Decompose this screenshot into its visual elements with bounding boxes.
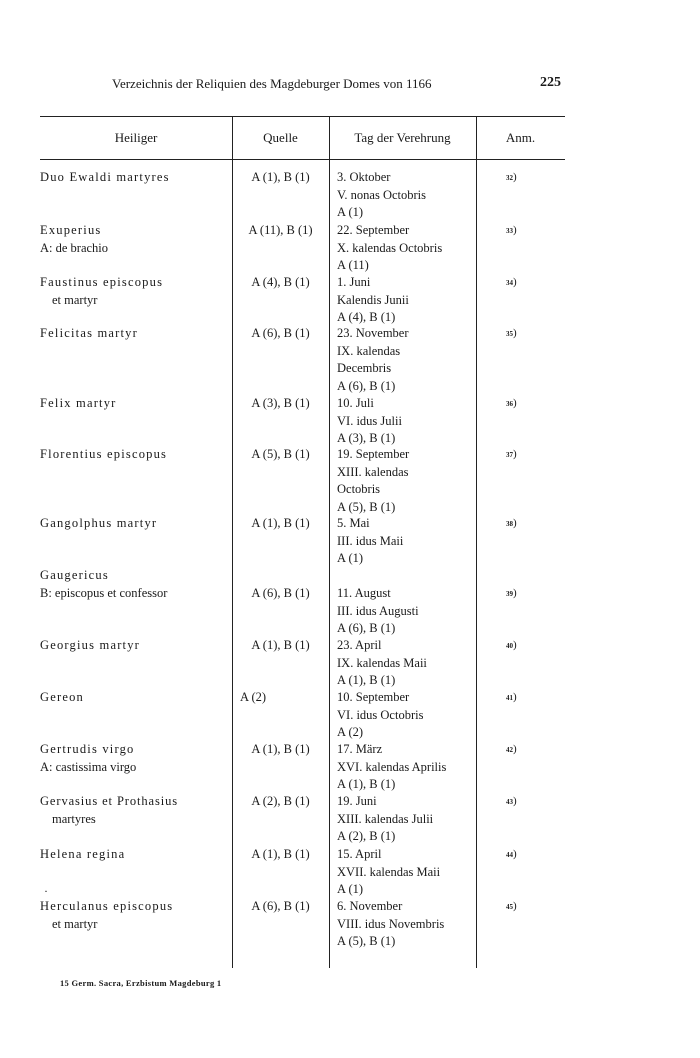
feast-day-cell	[337, 898, 477, 951]
feast-day-cell	[337, 637, 477, 690]
saint-cell	[40, 274, 232, 309]
date-line: A (6), B (1)	[337, 621, 396, 635]
saint-note: martyres	[52, 811, 96, 826]
footnote-ref: 44)	[506, 848, 517, 860]
saint-name: Gaugericus	[40, 568, 109, 582]
footnote-ref: 37)	[506, 448, 517, 460]
date-line: Decembris	[337, 361, 392, 375]
date-line: A (2), B (1)	[337, 829, 396, 843]
footnote-ref: 38)	[506, 517, 517, 529]
date-line: 10. Juli	[337, 396, 374, 410]
date-line: A (2)	[337, 725, 364, 739]
footnote-ref: 42)	[506, 743, 517, 755]
date-line: 23. April	[337, 638, 382, 652]
saint-cell	[40, 169, 232, 187]
column-divider	[232, 116, 233, 968]
feast-day-cell	[337, 741, 477, 794]
date-line: A (1)	[337, 551, 364, 565]
footnote-ref: 39)	[506, 587, 517, 599]
saint-name: Gereon	[40, 690, 84, 704]
date-line: VI. idus Julii	[337, 413, 402, 428]
source-cell: A (1), B (1)	[251, 170, 310, 184]
saint-cell	[40, 741, 232, 776]
saint-name: Felicitas martyr	[40, 326, 138, 340]
date-line: III. idus Augusti	[337, 603, 419, 618]
feast-day-cell	[337, 325, 477, 395]
signature-line: 15 Germ. Sacra, Erzbistum Magdeburg 1	[60, 978, 222, 988]
column-header-note: Anm.	[505, 130, 536, 145]
date-line: 22. September	[337, 223, 410, 237]
source-cell: A (4), B (1)	[251, 275, 310, 289]
feast-day-cell	[337, 274, 477, 327]
date-line: Kalendis Junii	[337, 292, 409, 307]
feast-day-cell	[337, 515, 477, 568]
feast-day-cell	[337, 793, 477, 846]
date-line: IX. kalendas	[337, 343, 401, 358]
saint-cell	[40, 898, 232, 933]
saint-note: B: episcopus et confessor	[40, 585, 168, 600]
footnote-ref: 32)	[506, 171, 517, 183]
source-cell: A (1), B (1)	[251, 847, 310, 861]
feast-day-cell	[337, 446, 477, 516]
footnote-ref: 43)	[506, 795, 517, 807]
saint-cell	[40, 325, 232, 343]
source-cell: A (3), B (1)	[251, 396, 310, 410]
date-line: X. kalendas Octobris	[337, 240, 443, 255]
saint-name: Georgius martyr	[40, 638, 141, 652]
footnote-ref: 36)	[506, 397, 517, 409]
date-line: VIII. idus Novembris	[337, 916, 445, 931]
running-head: Verzeichnis der Reliquien des Magdeburger Domes von 1166	[112, 76, 432, 91]
source-cell: A (1), B (1)	[251, 742, 310, 756]
relics-table	[40, 116, 565, 971]
date-line: A (1), B (1)	[337, 673, 396, 687]
saint-cell	[40, 567, 232, 602]
date-line: VI. idus Octobris	[337, 707, 424, 722]
saint-name: Florentius episcopus	[40, 447, 168, 461]
feast-day-cell	[337, 689, 477, 742]
date-line: A (4), B (1)	[337, 310, 396, 324]
date-line: 23. November	[337, 326, 409, 340]
saint-note: A: de brachio	[40, 240, 109, 255]
date-line: XVII. kalendas Maii	[337, 864, 441, 879]
saint-cell	[40, 395, 232, 413]
date-line: 5. Mai	[337, 516, 370, 530]
footnote-ref: 40)	[506, 639, 517, 651]
source-cell: A (1), B (1)	[251, 638, 310, 652]
saint-note: et martyr	[52, 916, 98, 931]
date-line: 17. März	[337, 742, 383, 756]
column-header-feast-day: Tag der Verehrung	[354, 130, 451, 145]
saint-cell	[40, 637, 232, 655]
footnote-ref: 45)	[506, 900, 517, 912]
source-cell: A (6), B (1)	[251, 326, 310, 340]
saint-name: Faustinus episcopus	[40, 275, 164, 289]
footnote-ref: 35)	[506, 327, 517, 339]
feast-day-cell	[337, 222, 477, 275]
date-line: XVI. kalendas Aprilis	[337, 759, 447, 774]
date-line: 15. April	[337, 847, 382, 861]
source-cell: A (11), B (1)	[248, 223, 313, 237]
date-line: A (5), B (1)	[337, 499, 396, 514]
saint-cell	[40, 793, 232, 828]
source-cell: A (5), B (1)	[251, 447, 310, 461]
saint-cell	[40, 446, 232, 464]
saint-cell	[40, 222, 232, 257]
saint-name: Herculanus episcopus	[40, 899, 174, 913]
date-line: A (5), B (1)	[337, 934, 396, 948]
saint-cell	[40, 689, 232, 707]
date-line: A (3), B (1)	[337, 431, 396, 445]
saint-name: Duo Ewaldi martyres	[40, 170, 170, 184]
date-line: 6. November	[337, 899, 403, 913]
stray-mark: ·	[44, 884, 48, 898]
footnote-ref: 33)	[506, 224, 517, 236]
date-line: XIII. kalendas	[337, 464, 409, 479]
saint-name: Gangolphus martyr	[40, 516, 158, 530]
date-line: A (1)	[337, 205, 364, 219]
feast-day-cell	[337, 846, 477, 899]
date-line: 3. Oktober	[337, 170, 391, 184]
footnote-ref: 41)	[506, 691, 517, 703]
column-header-source: Quelle	[263, 130, 298, 145]
source-cell: A (2), B (1)	[251, 794, 310, 808]
source-cell: A (6), B (1)	[251, 899, 310, 913]
date-line: A (1), B (1)	[337, 777, 396, 791]
saint-name: Gertrudis virgo	[40, 742, 135, 756]
date-line: A (1)	[337, 882, 364, 896]
page-header	[0, 76, 700, 96]
saint-name: Felix martyr	[40, 396, 117, 410]
feast-day-cell	[337, 395, 477, 448]
source-cell: A (1), B (1)	[251, 516, 310, 530]
date-line: 11. August	[337, 586, 391, 600]
saint-name: Helena regina	[40, 847, 126, 861]
date-line: 1. Juni	[337, 275, 371, 289]
column-header-saint: Heiliger	[114, 130, 158, 145]
date-line: IX. kalendas Maii	[337, 655, 427, 670]
date-line: 19. Juni	[337, 794, 377, 808]
saint-name: Exuperius	[40, 223, 102, 237]
date-line: III. idus Maii	[337, 533, 404, 548]
date-line: V. nonas Octobris	[337, 187, 427, 202]
date-line: A (6), B (1)	[337, 378, 396, 393]
page-number: 225	[540, 75, 561, 90]
saint-cell	[40, 846, 232, 864]
date-line: 10. September	[337, 690, 410, 704]
table-header-rule	[40, 159, 565, 160]
feast-day-cell	[337, 169, 477, 222]
footnote-ref: 34)	[506, 276, 517, 288]
feast-day-cell	[337, 585, 477, 638]
saint-cell	[40, 515, 232, 533]
date-line: 19. September	[337, 447, 410, 461]
table-top-rule	[40, 116, 565, 117]
saint-name: Gervasius et Prothasius	[40, 794, 179, 808]
date-line: Octobris	[337, 482, 381, 496]
date-line: XIII. kalendas Julii	[337, 811, 434, 826]
saint-note: et martyr	[52, 292, 98, 307]
saint-note: A: castissima virgo	[40, 759, 137, 774]
column-divider	[329, 116, 330, 968]
date-line: A (11)	[337, 258, 369, 272]
source-cell: A (2)	[240, 690, 267, 704]
source-cell: A (6), B (1)	[251, 586, 310, 600]
